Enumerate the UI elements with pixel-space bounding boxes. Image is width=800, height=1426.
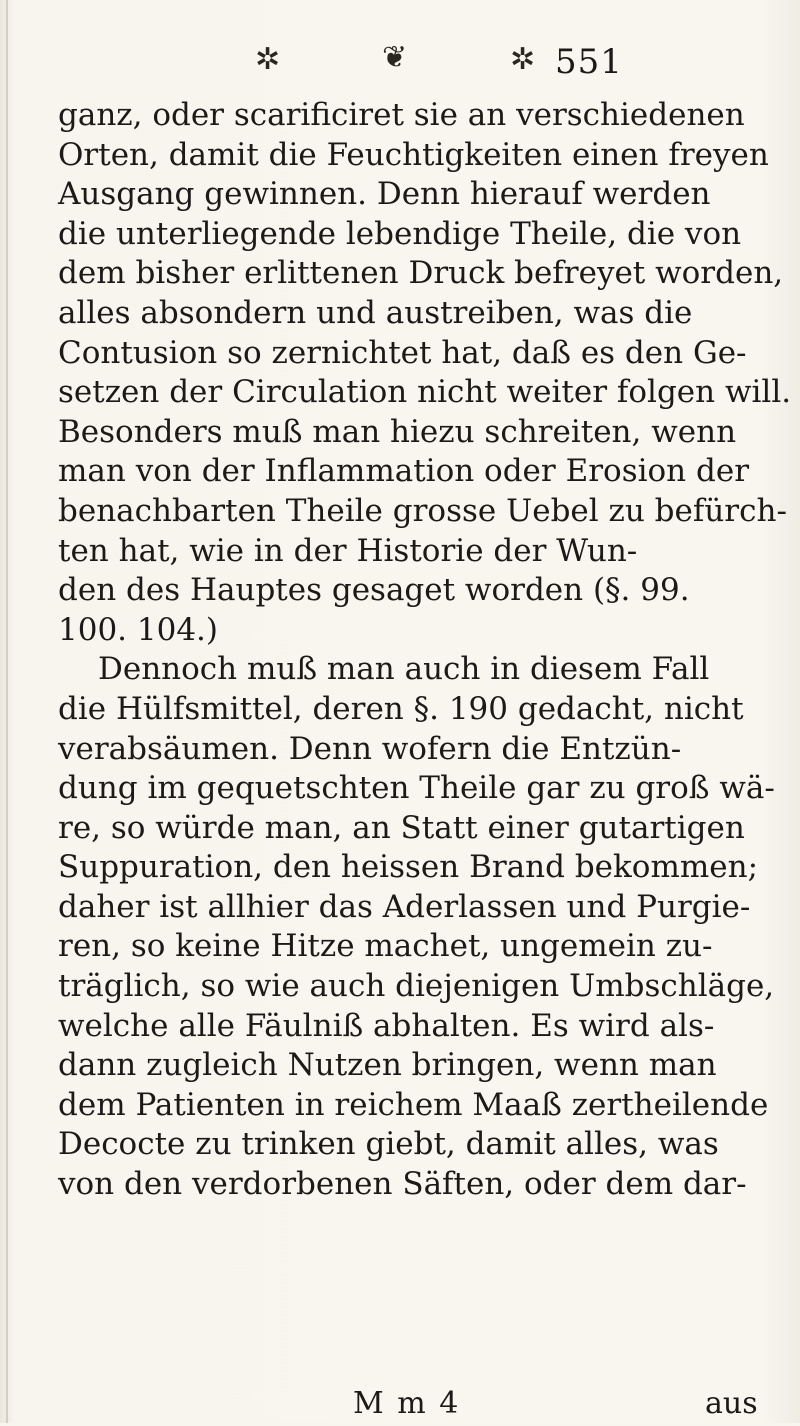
page-footer: [0, 1386, 800, 1426]
text-line: welche alle Fäulniß abhalten. Es wird als-: [58, 1007, 715, 1044]
text-line: dann zugleich Nutzen bringen, wenn man: [58, 1047, 717, 1084]
text-line: ren, so keine Hitze machet, ungemein zu-: [58, 928, 713, 965]
text-line: Suppuration, den heissen Brand bekommen;: [58, 849, 759, 886]
text-line: träglich, so wie auch diejenigen Umbschläge,: [58, 968, 775, 1005]
text-line: alles absondern und austreiben, was die: [58, 294, 693, 331]
text-line: ten hat, wie in der Historie der Wun-: [58, 532, 638, 569]
text-line: verabsäumen. Denn wofern die Entzün-: [58, 730, 682, 767]
text-line: den des Hauptes gesaget worden (§. 99.: [58, 572, 690, 609]
body-text: [58, 96, 792, 1205]
paragraph-start-line: Dennoch muß man auch in diesem Fall: [98, 651, 710, 688]
text-line: dung im gequetschten Theile gar zu groß wä-: [58, 770, 775, 807]
ornament-right-icon: ✲: [510, 42, 536, 77]
catchword: aus: [705, 1386, 758, 1421]
ornament-center-icon: ❦: [382, 40, 408, 75]
text-line: Contusion so zernichtet hat, daß es den Ge-: [58, 334, 747, 371]
text-line: dem bisher erlittenen Druck befreyet worden,: [58, 255, 784, 292]
text-line: 100. 104.): [58, 611, 218, 648]
text-line: Ausgang gewinnen. Denn hierauf werden: [58, 176, 711, 213]
ornament-left-icon: ✲: [255, 42, 281, 77]
text-line: benachbarten Theile grosse Uebel zu befürch-: [58, 492, 787, 529]
text-line: die unterliegende lebendige Theile, die von: [58, 215, 742, 252]
text-line: ganz, oder scarificiret sie an verschiedenen: [58, 97, 745, 133]
text-line: setzen der Circulation nicht weiter folgen will.: [58, 374, 792, 411]
page-number: 551: [555, 42, 623, 82]
text-line: von den verdorbenen Säften, oder dem dar-: [58, 1166, 747, 1203]
text-line: re, so würde man, an Statt einer gutartigen: [58, 809, 745, 846]
text-line: die Hülfsmittel, deren §. 190 gedacht, nicht: [58, 690, 744, 727]
binding-edge: [6, 0, 8, 1423]
page-header: [0, 40, 800, 80]
signature-mark: M m 4: [353, 1386, 461, 1421]
text-line: Orten, damit die Feuchtigkeiten einen freyen: [58, 136, 769, 173]
text-line: daher ist allhier das Aderlassen und Purgie-: [58, 888, 751, 925]
text-line: Besonders muß man hiezu schreiten, wenn: [58, 413, 737, 450]
text-line: Decocte zu trinken giebt, damit alles, was: [58, 1126, 719, 1163]
text-line: man von der Inflammation oder Erosion der: [58, 453, 750, 490]
text-line: dem Patienten in reichem Maaß zertheilende: [58, 1086, 769, 1123]
